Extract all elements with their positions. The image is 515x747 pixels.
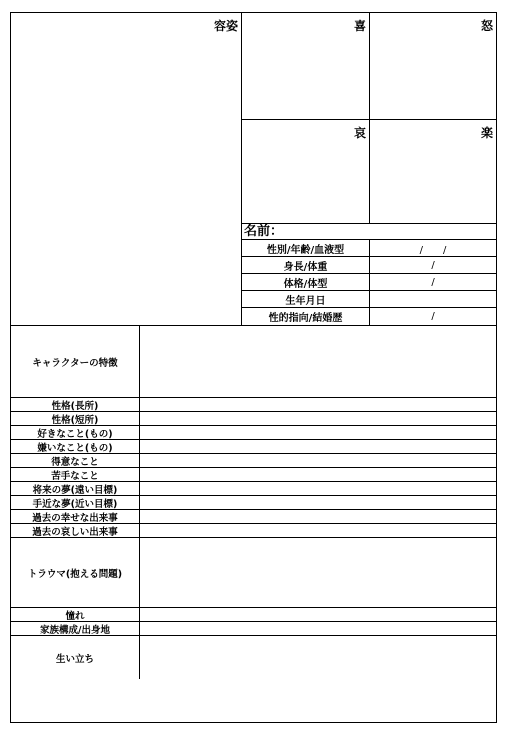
trait-row <box>11 538 496 608</box>
emotion-pleasure-label: 楽 <box>480 126 493 140</box>
character-sheet <box>10 12 497 723</box>
profile-value[interactable] <box>370 291 496 308</box>
trait-row <box>11 510 496 524</box>
trait-label: 過去の哀しい出来事 <box>11 524 140 538</box>
trait-value[interactable] <box>140 496 496 510</box>
trait-row <box>11 496 496 510</box>
profile-label: 体格/体型 <box>242 274 370 291</box>
trait-label: 憧れ <box>11 608 140 622</box>
trait-value[interactable] <box>140 454 496 468</box>
emotion-anger-box[interactable] <box>370 13 496 120</box>
trait-row <box>11 454 496 468</box>
trait-value[interactable] <box>140 426 496 440</box>
trait-label: キャラクターの特徴 <box>11 326 140 398</box>
trait-value[interactable] <box>140 412 496 426</box>
trait-label: 将来の夢(遠い目標) <box>11 482 140 496</box>
trait-row <box>11 608 496 622</box>
profile-label: 性別/年齢/血液型 <box>242 240 370 257</box>
trait-row <box>11 440 496 454</box>
trait-row <box>11 412 496 426</box>
appearance-box[interactable] <box>11 13 242 325</box>
traits-table <box>11 326 496 722</box>
trait-value[interactable] <box>140 468 496 482</box>
trait-value[interactable] <box>140 622 496 636</box>
profile-label: 身長/体重 <box>242 257 370 274</box>
emotion-pleasure-box[interactable] <box>370 120 496 223</box>
trait-label: 得意なこと <box>11 454 140 468</box>
trait-row <box>11 636 496 679</box>
trait-row <box>11 524 496 538</box>
trait-label: 苦手なこと <box>11 468 140 482</box>
trait-row <box>11 482 496 496</box>
profile-row <box>242 308 496 325</box>
name-label: 名前： <box>244 224 284 239</box>
trait-value[interactable] <box>140 524 496 538</box>
trait-value[interactable] <box>140 440 496 454</box>
trait-label: 性格(長所) <box>11 398 140 412</box>
trait-value[interactable] <box>140 636 496 679</box>
trait-row <box>11 468 496 482</box>
trait-row <box>11 426 496 440</box>
trait-row <box>11 622 496 636</box>
profile-value[interactable]: / <box>431 311 435 322</box>
profile-label: 生年月日 <box>242 291 370 308</box>
trait-row <box>11 326 496 398</box>
trait-label: 家族構成/出身地 <box>11 622 140 636</box>
profile-row <box>242 257 496 274</box>
trait-label: トラウマ(抱える問題) <box>11 538 140 608</box>
trait-label: 過去の幸せな出来事 <box>11 510 140 524</box>
trait-value[interactable] <box>140 538 496 608</box>
trait-label: 性格(短所) <box>11 412 140 426</box>
profile-table <box>242 240 496 325</box>
name-row[interactable] <box>242 223 496 240</box>
emotion-sorrow-label: 哀 <box>353 126 366 140</box>
trait-label: 好きなこと(もの) <box>11 426 140 440</box>
emotion-joy-label: 喜 <box>353 19 366 33</box>
emotion-anger-label: 怒 <box>480 19 493 33</box>
profile-value[interactable]: / <box>431 277 435 288</box>
trait-value[interactable] <box>140 482 496 496</box>
trait-label: 手近な夢(近い目標) <box>11 496 140 510</box>
emotion-joy-box[interactable] <box>242 13 370 120</box>
trait-value[interactable] <box>140 326 496 398</box>
profile-row <box>242 291 496 308</box>
emotion-sorrow-box[interactable] <box>242 120 370 223</box>
profile-row <box>242 274 496 291</box>
profile-value[interactable]: / <box>431 260 435 271</box>
trait-label: 生い立ち <box>11 636 140 679</box>
trait-value[interactable] <box>140 510 496 524</box>
trait-label: 嫌いなこと(もの) <box>11 440 140 454</box>
trait-row <box>11 398 496 412</box>
trait-value[interactable] <box>140 398 496 412</box>
appearance-label: 容姿 <box>213 19 238 33</box>
profile-label: 性的指向/結婚歴 <box>242 308 370 325</box>
profile-row <box>242 240 496 257</box>
profile-value[interactable]: / / <box>419 245 447 256</box>
trait-value[interactable] <box>140 608 496 622</box>
